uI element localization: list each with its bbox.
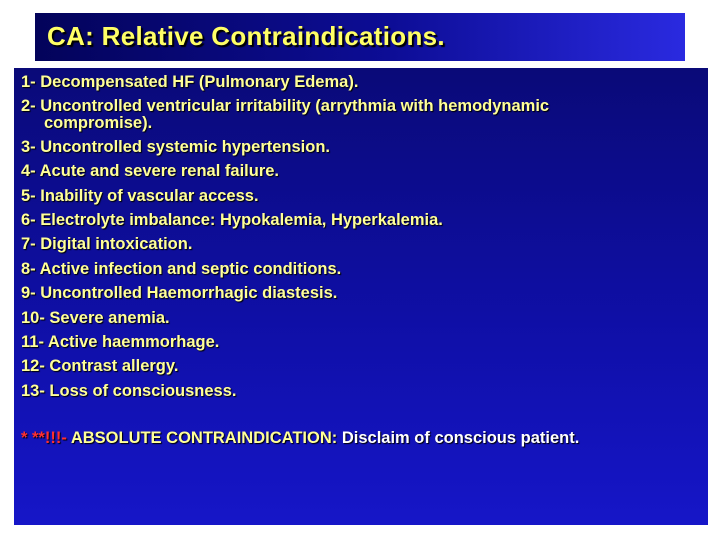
list-item: 3- Uncontrolled systemic hypertension. — [21, 137, 330, 156]
absolute-contraindication-note — [21, 429, 579, 448]
list-item: 12- Contrast allergy. — [21, 357, 179, 376]
footnote-text: Disclaim of conscious patient. — [341, 429, 580, 447]
list-item: 13- Loss of consciousness. — [21, 381, 237, 400]
footnote-mark: * **!!!- — [21, 429, 67, 447]
list-item: 8- Active infection and septic conditions. — [21, 259, 342, 278]
contraindication-list — [21, 70, 549, 403]
list-item: 9- Uncontrolled Haemorrhagic diastesis. — [21, 284, 338, 303]
list-item: 4- Acute and severe renal failure. — [21, 162, 279, 181]
list-item: 6- Electrolyte imbalance: Hypokalemia, Hyperkalemia. — [21, 211, 443, 230]
list-item: 11- Active haemmorhage. — [21, 333, 220, 352]
list-item: 10- Severe anemia. — [21, 308, 170, 327]
list-item: 7- Digital intoxication. — [21, 235, 193, 254]
list-item: 5- Inability of vascular access. — [21, 186, 259, 205]
content-panel — [14, 68, 708, 525]
slide-title: CA: Relative Contraindications. — [47, 21, 445, 51]
footnote-label: ABSOLUTE CONTRAINDICATION: — [70, 429, 338, 447]
list-item-continuation: compromise). — [44, 113, 153, 132]
list-item-text: 2- Uncontrolled ventricular irritability (arrythmia with hemodynamic — [21, 97, 550, 116]
list-item: 1- Decompensated HF (Pulmonary Edema). — [21, 73, 359, 91]
list-item — [21, 94, 549, 131]
title-banner — [35, 13, 685, 61]
